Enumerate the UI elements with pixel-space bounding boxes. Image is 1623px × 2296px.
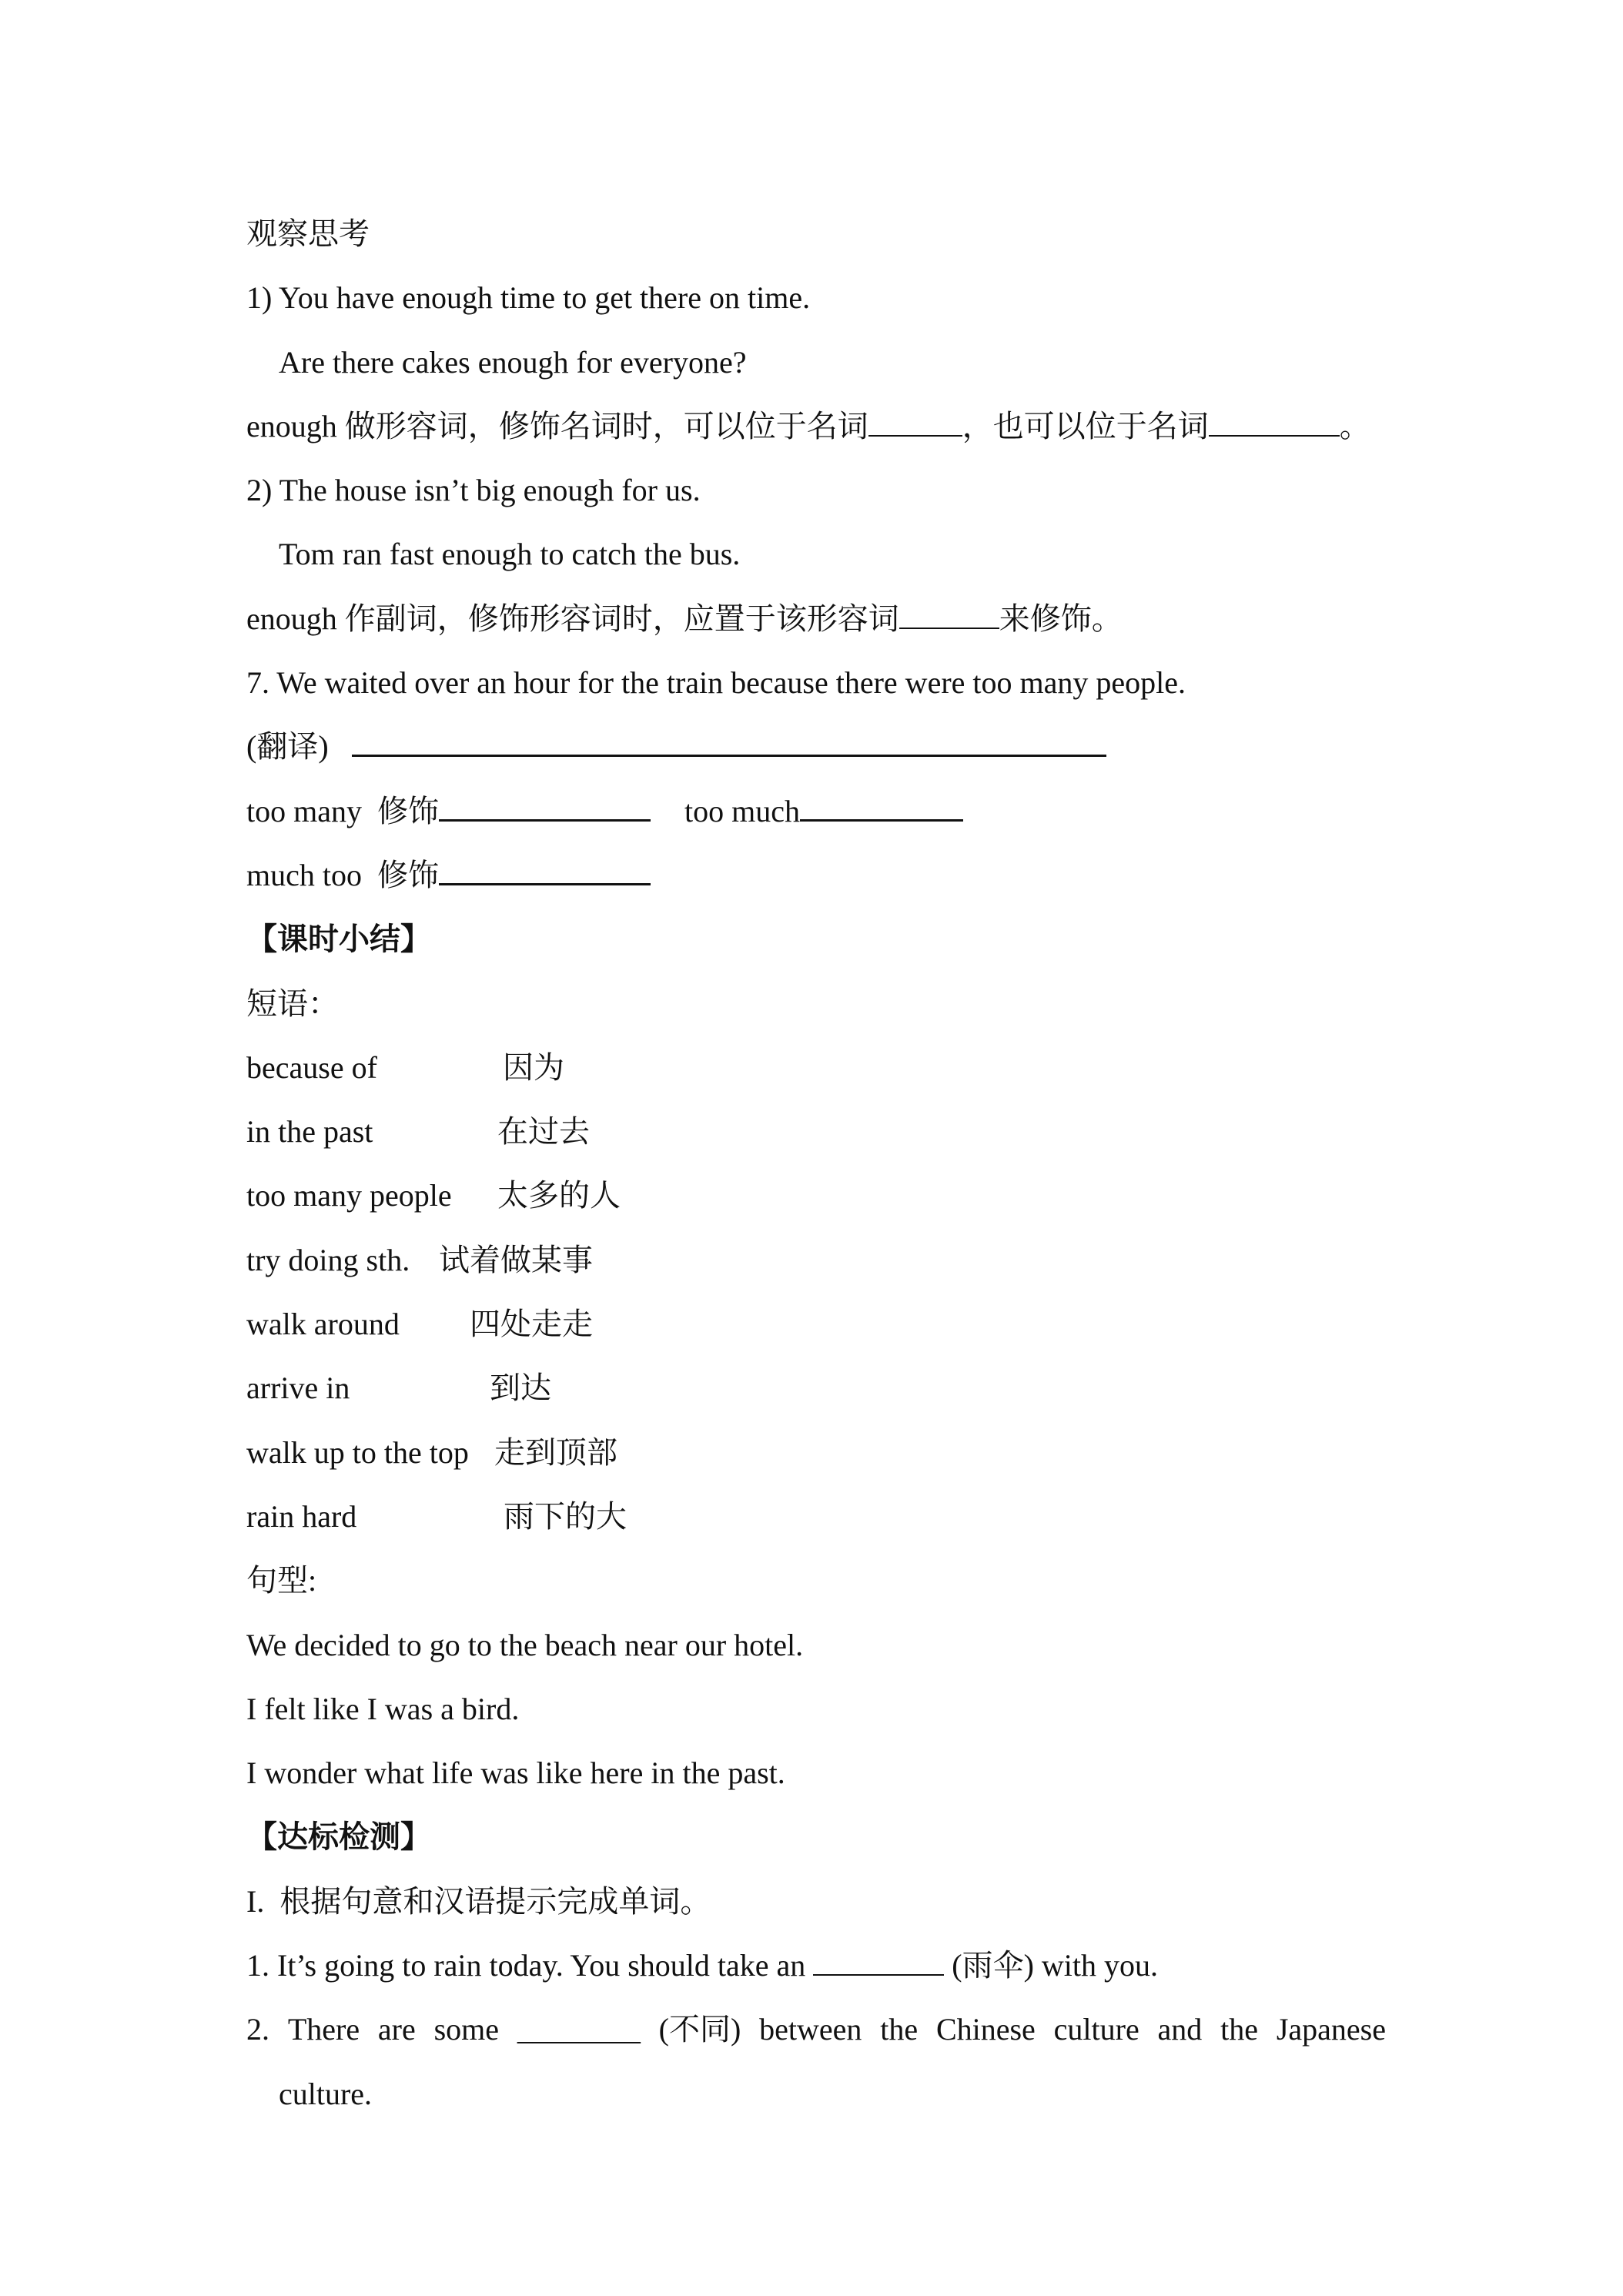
document-page [246,202,1386,2126]
phrase-row [246,1484,1386,1548]
phrases-label: 短语： [246,986,339,1021]
question-2-word: There [287,2012,360,2047]
sentence-pattern: I wonder what life was like here in the past. [246,1755,785,1791]
phrase-row [246,1163,1386,1227]
example-2a: 2) The house isn’t big enough for us. [246,473,701,508]
test-instruction: I. 根据句意和汉语提示完成单词。 [246,1883,711,1919]
phrase-row [246,1356,1386,1420]
rule-2 [246,587,1386,651]
sentence-pattern: I felt like I was a bird. [246,1691,520,1726]
phrase-chinese: 到达 [490,1371,551,1406]
phrase-chinese: 在过去 [497,1114,590,1150]
much-too-label: much too 修饰 [246,857,439,892]
phrase-english: walk up to the top [246,1434,469,1470]
translate-line [246,715,1386,778]
rule-1-text-c: 。 [1339,408,1370,443]
question-2-word: Japanese [1276,2012,1386,2047]
phrase-chinese: 试着做某事 [439,1242,593,1277]
answer-blank[interactable] [439,857,651,885]
phrase-row [246,1099,1386,1163]
phrase-chinese: 四处走走 [470,1307,593,1342]
example-1a: 1) You have enough time to get there on time. [246,280,811,316]
phrase-chinese: 因为 [503,1049,564,1085]
rule-1-text-a: enough 做形容词，修饰名词时，可以位于名词 [246,408,868,443]
question-2 [246,1997,1386,2061]
observe-heading: 观察思考 [246,216,370,251]
phrase-row [246,1228,1386,1292]
question-2-word: the [880,2012,919,2047]
question-2-blank[interactable]: ________ [517,2012,641,2047]
question-2-continuation: culture. [279,2076,373,2111]
phrase-english: arrive in [246,1371,350,1406]
phrase-english: too many people [246,1178,452,1213]
rule-2-text-b: 来修饰。 [999,601,1123,636]
phrase-english: rain hard [246,1498,357,1534]
phrase-row [246,1036,1386,1099]
question-2-word: Chinese [935,2012,1036,2047]
rule-1 [246,394,1386,458]
answer-blank[interactable] [813,1948,944,1976]
too-many-line [246,779,1386,843]
sentences-label: 句型: [246,1563,317,1598]
phrase-english: walk around [246,1307,400,1342]
question-2-word: and [1157,2012,1203,2047]
answer-blank[interactable] [899,601,999,629]
translation-blank[interactable] [352,728,1106,757]
question-2-word: the [1220,2012,1258,2047]
test-heading: 【达标检测】 [246,1819,431,1855]
phrase-english: in the past [246,1114,373,1150]
translate-label: (翻译) [246,729,329,765]
question-1-text-a: 1. It’s going to rain today. You should take an [246,1948,806,1983]
question-1 [246,1933,1386,1997]
example-1b: Are there cakes enough for everyone? [279,344,747,380]
phrase-chinese: 太多的人 [497,1178,621,1213]
question-2-word: (不同) [658,2012,741,2047]
example-7: 7. We waited over an hour for the train because there were too many people. [246,665,1186,701]
phrase-english: try doing sth. [246,1242,410,1277]
answer-blank[interactable] [1209,409,1340,437]
answer-blank[interactable] [439,793,651,822]
too-much-label: too much [684,793,800,828]
answer-blank[interactable] [868,409,962,437]
question-2-word: 2. [246,2012,269,2047]
sentence-pattern: We decided to go to the beach near our hotel. [246,1627,804,1662]
phrase-english: because of [246,1049,377,1085]
question-1-text-b: (雨伞) with you. [952,1948,1159,1983]
question-2-word: culture [1053,2012,1139,2047]
example-2b: Tom ran fast enough to catch the bus. [279,537,741,572]
question-2-word: between [759,2012,862,2047]
phrase-chinese: 雨下的大 [504,1498,627,1534]
summary-heading: 【课时小结】 [246,922,431,957]
phrase-row [246,1421,1386,1484]
much-too-line [246,843,1386,907]
rule-2-text-a: enough 作副词，修饰形容词时，应置于该形容词 [246,601,899,636]
rule-1-text-b: ，也可以位于名词 [962,408,1209,443]
phrase-row [246,1292,1386,1356]
question-2-word: are [377,2012,416,2047]
phrase-chinese: 走到顶部 [494,1434,617,1470]
question-2-word: some [433,2012,500,2047]
answer-blank[interactable] [800,793,963,822]
too-many-label: too many 修饰 [246,793,439,828]
